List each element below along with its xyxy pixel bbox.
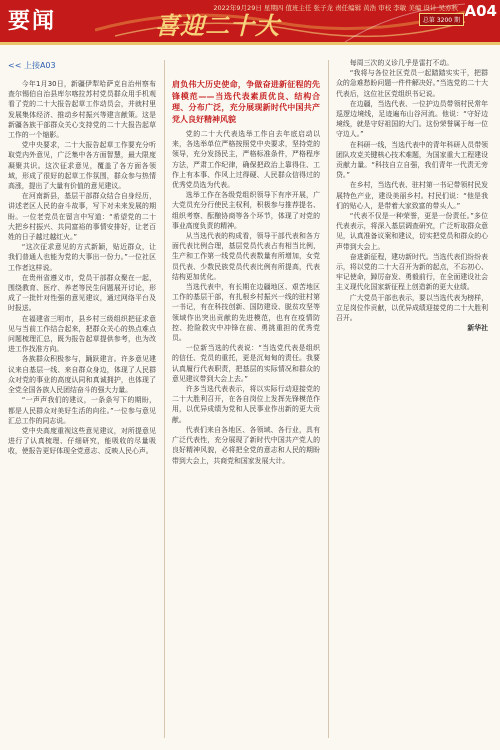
paragraph: 在福建省三明市，县乡村三级组织把征求意见与当前工作结合起来，把群众关心的热点难点问题梳理汇总，既为报告起草提供参考，也为改进工作找准方向。 — [8, 314, 156, 354]
section-name: 要闻 — [8, 8, 57, 34]
header-divider — [0, 42, 500, 45]
headline: 喜迎二十大 — [155, 11, 280, 40]
paragraph: 各族群众积极参与，踊跃建言。许多意见建议来自基层一线、来自群众身边，体现了人民群众对党的事业的高度认同和真诚拥护，也体现了全党全国各族人民团结奋斗的强大力量。 — [8, 355, 156, 395]
paragraph: 在河南新县，基层干部群众结合自身经历，讲述老区人民的奋斗故事，写下对未来发展的期盼。一位老党员在留言中写道：“希望党的二十大把乡村振兴、共同富裕的事情安排好，让老百姓的日子越过越红火。” — [8, 192, 156, 242]
paragraph: 选举工作在各级党组织领导下有序开展，广大党员充分行使民主权利，积极参与推荐提名、组织考察、酝酿协商等各个环节，体现了对党的事业高度负责的精神。 — [172, 191, 320, 230]
paragraph: “代表不仅是一种荣誉，更是一份责任。”多位代表表示，将深入基层调查研究，广泛听取群众意见，认真准备议案和建议，切实把党员和群众的心声带到大会上。 — [336, 212, 488, 251]
paragraph: 一位新当选的代表说：“当选党代表是组织的信任、党员的重托，更是沉甸甸的责任。我要认真履行代表职责，把基层的实际情况和群众的意见建议带到大会上去。” — [172, 344, 320, 383]
paragraph: 许多当选代表表示，将以实际行动迎接党的二十大胜利召开，在各自岗位上发挥先锋模范作用，以优异成绩为党和人民事业作出新的更大贡献。 — [172, 385, 320, 424]
paragraph: “我将与各位社区党员一起踏踏实实干，把群众的急难愁盼问题一件件解决好。”当选党的二十大代表后，这位社区党组织书记说。 — [336, 69, 488, 98]
column-divider — [164, 60, 165, 738]
paragraph: “一声声我们的建议，一条条写下的期盼，都是人民群众对美好生活的向往。”一位参与意见汇总工作的同志说。 — [8, 396, 156, 425]
paragraph: 在乡村，当选代表、驻村第一书记带领村民发展特色产业，建设美丽乡村。村民们说：“他是我们的贴心人，是带着大家致富的带头人。” — [336, 181, 488, 210]
paragraph: 党中央要求，二十大报告起草工作要充分听取党内外意见，广泛集中各方面智慧，最大限度凝聚共识。这次征求意见，覆盖了各方面各领域，形成了很好的起草工作氛围，群众参与热情高涨，提出了大量有价值的意见建议。 — [8, 141, 156, 191]
paragraph: 从当选代表的构成看，领导干部代表和各方面代表比例合理，基层党员代表占有相当比例，生产和工作第一线党员代表数量有所增加，女党员代表、少数民族党员代表比例有所提高，代表结构更加优化。 — [172, 232, 320, 281]
paragraph: 在边疆，当选代表、一位护边员带领村民常年巡逻边境线，足迹遍布山谷河流。他说：“守好边境线，就是守好祖国的大门。这份荣誉属于每一位守边人。” — [336, 99, 488, 139]
column-3 — [336, 58, 488, 737]
page-header — [0, 0, 500, 42]
paragraph: 广大党员干部也表示，要以当选代表为榜样，立足岗位作贡献，以优异成绩迎接党的二十大胜利召开。 — [336, 293, 488, 323]
paragraph: 在科研一线，当选代表中的青年科研人员带领团队攻克关键核心技术难题，为国家重大工程建设贡献力量。“科技自立自强，我们青年一代责无旁贷。” — [336, 140, 488, 180]
page-code: A04 — [464, 2, 497, 20]
paragraph: 党的二十大代表选举工作自去年底启动以来，各选举单位严格按照党中央要求，坚持党的领导，充分发扬民主，严格标准条件，严格程序方法，严肃工作纪律，确保把政治上靠得住、工作上有本事、作风上过得硬、人民群众信得过的优秀党员选为代表。 — [172, 130, 320, 190]
column-1 — [8, 79, 156, 737]
dateline: 2022年9月29日 星期四 值班主任 张子龙 责任编辑 黄浩 审校 李敏 美编 设计 吴亦秋 — [213, 4, 458, 12]
continued-link[interactable]: << 上接A03 — [8, 61, 56, 70]
byline: 新华社 — [467, 324, 488, 333]
issue-badge: 总第 3200 期 — [419, 13, 464, 26]
paragraph: 每周三次的义诊几乎是雷打不动。 — [349, 59, 454, 67]
column-2 — [172, 79, 320, 737]
paragraph: 当选代表中，有长期在边疆地区、艰苦地区工作的基层干部，有扎根乡村振兴一线的驻村第一书记，有在科技创新、国防建设、脱贫攻坚等领域作出突出贡献的先进模范，也有在疫情防控、抢险救灾中冲锋在前、勇挑重担的优秀党员。 — [172, 283, 320, 343]
paragraph: 代表们来自各地区、各领域、各行业，具有广泛代表性，充分展现了新时代中国共产党人的良好精神风貌，必将把全党的意志和人民的期盼带到大会上，共商党和国家发展大计。 — [172, 425, 320, 465]
paragraph: “这次征求意见的方式新颖，贴近群众，让我们普通人也能为党的大事出一份力。”一位社区工作者这样说。 — [8, 243, 156, 272]
paragraph: 在贵州省遵义市，党员干部群众聚在一起，围绕教育、医疗、养老等民生问题展开讨论，形成了一批针对性强的意见建议，通过网络平台及时报送。 — [8, 273, 156, 313]
column-divider — [328, 60, 329, 738]
paragraph: 今年1月30日，新疆伊犁哈萨克自治州察布查尔锡伯自治县库尔喀拉苏村党员群众用手机观看了党的二十大报告起草工作动员会，并就村里发展集体经济、推动乡村振兴等建言献策。这是新疆各族干部群众关心支持党的二十大报告起草工作的一个缩影。 — [8, 80, 156, 140]
subheadline: 肩负伟大历史使命，争做奋进新征程的先锋模范——当选代表素质优良、结构合理、分布广泛，充分展现新时代中国共产党人良好精神风貌 — [172, 80, 320, 124]
paragraph: 党中央高度重视这些意见建议，对所提意见进行了认真梳理、仔细研究，能吸收的尽量吸收，使报告更好体现全党意志、反映人民心声。 — [8, 426, 156, 456]
paragraph: 奋进新征程，建功新时代。当选代表们纷纷表示，将以党的二十大召开为新的起点，不忘初心、牢记使命，踔厉奋发、勇毅前行，在全面建设社会主义现代化国家新征程上创造新的更大业绩。 — [336, 252, 488, 292]
